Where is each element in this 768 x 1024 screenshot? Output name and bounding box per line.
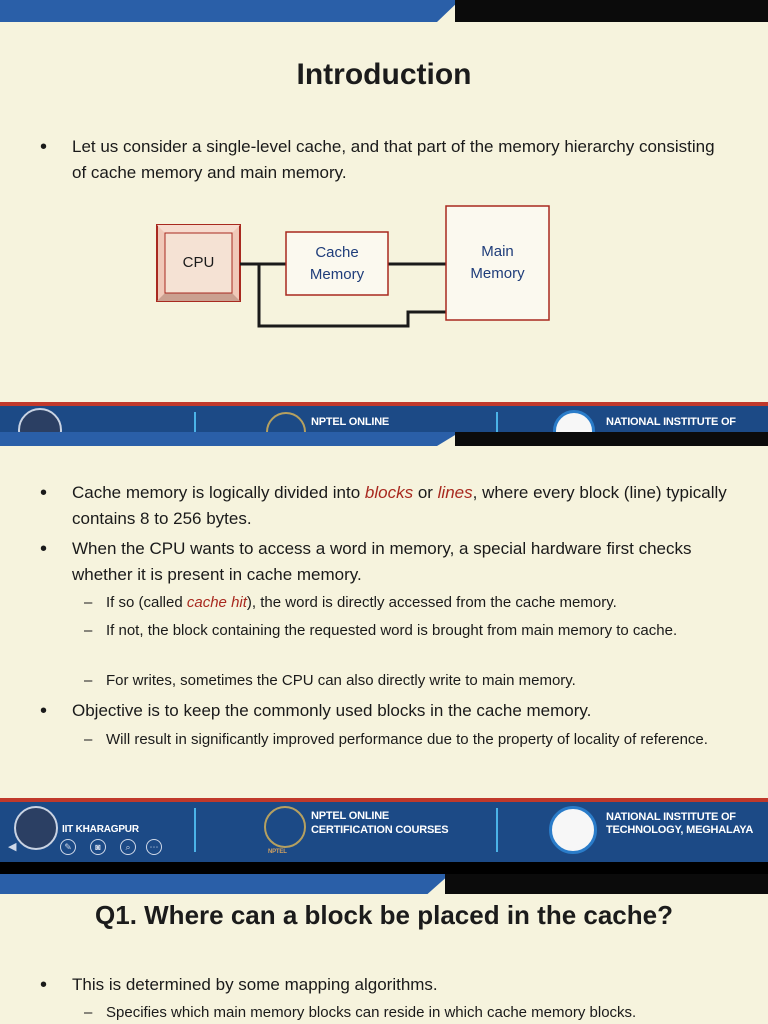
slide-header-bar <box>0 432 768 454</box>
cpu-label: CPU <box>182 254 215 271</box>
footer-iit-text: IIT KHARAGPUR <box>62 824 139 835</box>
camera-icon[interactable]: ◙ <box>90 839 106 855</box>
slide-header-bar <box>0 874 768 896</box>
page-title: Q1. Where can a block be placed in the cache? <box>95 900 673 930</box>
nit-meghalaya-logo <box>549 806 597 854</box>
sub-text: If not, the block containing the requested word is brought from main memory to cache. <box>106 622 678 639</box>
cache-memory-label: Cache Memory <box>309 243 365 283</box>
page-title: Introduction <box>296 58 472 91</box>
term-cache-hit: cache hit <box>186 594 247 611</box>
player-controls <box>8 838 168 856</box>
footer-nptel-small: NPTEL <box>268 849 287 855</box>
sub-text: Specifies which main memory blocks can reside in which cache memory blocks. <box>106 1004 637 1021</box>
footer-nit-text-2: TECHNOLOGY, MEGHALAYA <box>606 824 754 836</box>
edit-icon[interactable]: ✎ <box>60 839 76 855</box>
footer-nptel-text: NPTEL ONLINE <box>311 810 390 822</box>
iit-kharagpur-logo <box>18 408 62 432</box>
bullet-text: When the CPU wants to access a word in memory, a special hardware first checks whether it is present in cache memory. <box>72 539 692 584</box>
nptel-logo <box>266 412 306 432</box>
term-lines: lines <box>437 483 473 502</box>
nit-meghalaya-logo <box>553 410 595 432</box>
sub-text: For writes, sometimes the CPU can also directly write to main memory. <box>106 672 576 689</box>
main-memory-label: Main Memory <box>470 243 525 282</box>
bullet-text: Let us consider a single-level cache, and that part of the memory hierarchy consisting of cache memory and main memory. <box>72 137 715 182</box>
memory-hierarchy-diagram <box>0 200 768 340</box>
bullet-text: This is determined by some mapping algorithms. <box>72 975 438 994</box>
term-blocks: blocks <box>364 483 414 502</box>
more-icon[interactable]: ⋯ <box>146 839 162 855</box>
nptel-logo <box>264 806 306 848</box>
footer-nptel-text-2: CERTIFICATION COURSES <box>311 824 449 836</box>
footer-nit-text: NATIONAL INSTITUTE OF <box>606 811 736 823</box>
prev-icon[interactable]: ◀ <box>8 841 17 853</box>
slide-footer <box>0 402 768 432</box>
footer-nit-text: NATIONAL INSTITUTE OF <box>606 416 736 428</box>
search-icon[interactable]: ⌕ <box>120 839 136 855</box>
slide-introduction: Introduction • Let us consider a single-level cache, and that part of the memory hierarchy consisting of cache memory and main memory. CPU Cache Memory Main Memory NPTEL ONLINE NATIONAL INSTITUTE OF <box>0 0 768 432</box>
sub-text: Will result in significantly improved performance due to the property of locality of reference. <box>106 731 708 748</box>
slide-footer <box>0 798 768 862</box>
slide-block-placement: Q1. Where can a block be placed in the cache? • This is determined by some mapping algorithms. – Specifies which main memory blocks can reside in which cache memory blocks. <box>0 874 768 1024</box>
slide-cache-blocks: • Cache memory is logically divided into blocks or lines, where every block (line) typically contains 8 to 256 bytes. • When the CPU wants to access a word in memory, a special hardware first checks whether it is present in cache memory. – If so (called cache hit), the word is directly accessed from the cache memory. – If not, the block containing the requested word is brought from main memory to cache. – For writes, sometimes the CPU can also directly write to main memory. • Objective is to keep the commonly used blocks in the cache memory. – Will result in significantly improved performance due to the property of locality of reference. IIT KHARAGPUR ◀ ✎ ◙ ⌕ ⋯ NPTEL ONLINE CERTIFICATION COURSES NPTEL NATIONAL INSTITUTE OF TECHNOLOGY, MEGHALAYA <box>0 432 768 862</box>
slide-header-bar <box>0 0 768 22</box>
footer-nptel-text: NPTEL ONLINE <box>311 416 390 428</box>
bullet-text: Objective is to keep the commonly used blocks in the cache memory. <box>72 701 592 720</box>
